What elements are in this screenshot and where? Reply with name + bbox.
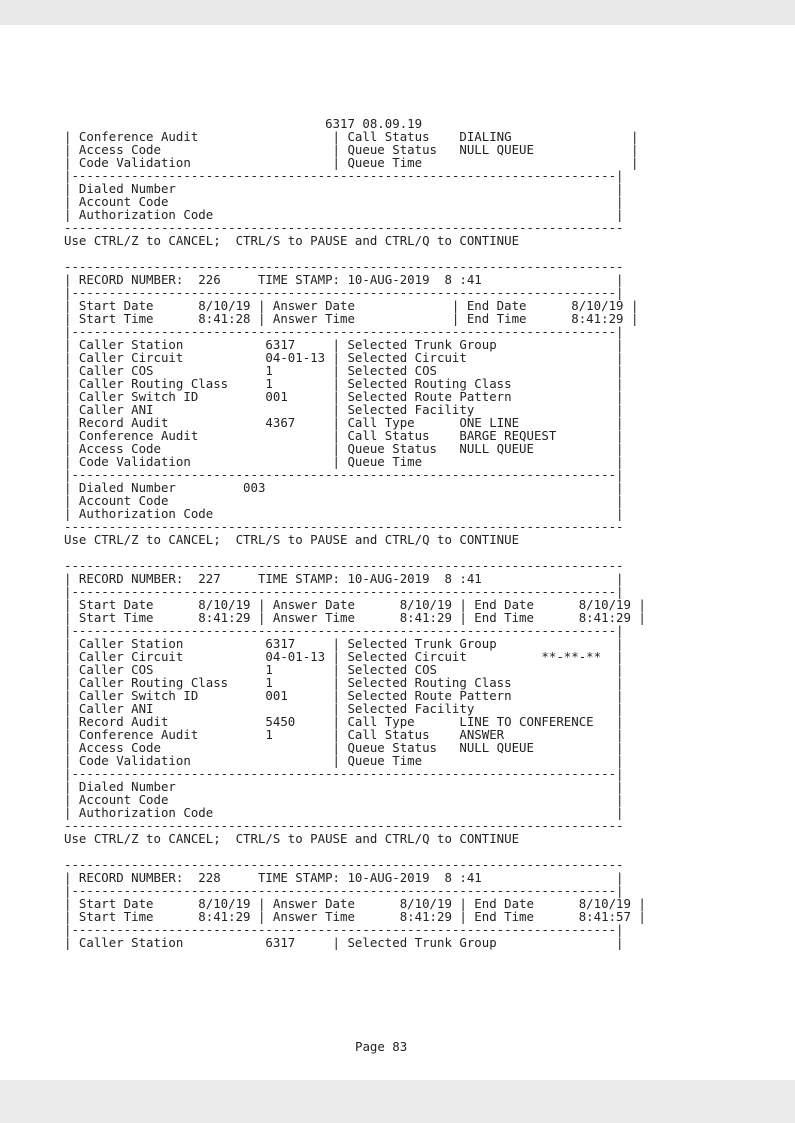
printout-line: --------------------------------------------------------------------------- (64, 220, 624, 235)
printout-line: | Code Validation | Queue Time | (64, 155, 639, 170)
printout-line: | Start Time 8:41:28 | Answer Time | End Time 8:41:29 | (64, 311, 639, 326)
printout-line: |-------------------------------------------------------------------------| (64, 623, 624, 638)
printout-line: |-------------------------------------------------------------------------| (64, 168, 624, 183)
printout-line: | Conference Audit | Call Status BARGE REQUEST | (64, 428, 624, 443)
printout-line: | Dialed Number | (64, 181, 624, 196)
printout-line: Use CTRL/Z to CANCEL; CTRL/S to PAUSE and CTRL/Q to CONTINUE (64, 233, 520, 248)
printout-line: | RECORD NUMBER: 228 TIME STAMP: 10-AUG-2019 8 :41 | (64, 870, 624, 885)
printout-line: |-------------------------------------------------------------------------| (64, 922, 624, 937)
scan-bottom-band (0, 1080, 795, 1123)
printout-line: |-------------------------------------------------------------------------| (64, 467, 624, 482)
printout-line: | Start Date 8/10/19 | Answer Date 8/10/19 | End Date 8/10/19 | (64, 597, 646, 612)
printout-line: | Caller COS 1 | Selected COS | (64, 363, 624, 378)
printout-line: | Conference Audit | Call Status DIALING | (64, 129, 639, 144)
printout-line: | Account Code | (64, 194, 624, 209)
printout-line: | Caller Station 6317 | Selected Trunk Group | (64, 337, 624, 352)
printout-line: --------------------------------------------------------------------------- (64, 857, 624, 872)
printout-line: | Authorization Code | (64, 506, 624, 521)
printout-line: | Caller Routing Class 1 | Selected Routing Class | (64, 675, 624, 690)
printout-line: |-------------------------------------------------------------------------| (64, 584, 624, 599)
printout-line: | Access Code | Queue Status NULL QUEUE | (64, 441, 624, 456)
printout-line: | Start Time 8:41:29 | Answer Time 8:41:29 | End Time 8:41:29 | (64, 610, 646, 625)
printout-line: Use CTRL/Z to CANCEL; CTRL/S to PAUSE and CTRL/Q to CONTINUE (64, 831, 520, 846)
printout-line: | Caller COS 1 | Selected COS | (64, 662, 624, 677)
printout-line: | Dialed Number 003 | (64, 480, 624, 495)
printout-line: | Start Time 8:41:29 | Answer Time 8:41:29 | End Time 8:41:57 | (64, 909, 646, 924)
printout-line: --------------------------------------------------------------------------- (64, 558, 624, 573)
printout-line: | Caller Circuit 04-01-13 | Selected Circuit **-**-** | (64, 649, 624, 664)
printout-line: | Code Validation | Queue Time | (64, 454, 624, 469)
printout-line: | Caller Switch ID 001 | Selected Route Pattern | (64, 389, 624, 404)
call-record-printout (64, 117, 646, 949)
printout-line: | Caller Switch ID 001 | Selected Route Pattern | (64, 688, 624, 703)
printout-line: | Caller Station 6317 | Selected Trunk Group | (64, 935, 624, 950)
printout-line: | Access Code | Queue Status NULL QUEUE | (64, 142, 639, 157)
printout-line: | RECORD NUMBER: 227 TIME STAMP: 10-AUG-2019 8 :41 | (64, 571, 624, 586)
printout-line: | Start Date 8/10/19 | Answer Date | End Date 8/10/19 | (64, 298, 639, 313)
printout-line: |-------------------------------------------------------------------------| (64, 883, 624, 898)
printout-line: | Code Validation | Queue Time | (64, 753, 624, 768)
printout-line: | RECORD NUMBER: 226 TIME STAMP: 10-AUG-2019 8 :41 | (64, 272, 624, 287)
scan-top-band (0, 0, 795, 25)
printout-line: |-------------------------------------------------------------------------| (64, 766, 624, 781)
page-number: Page 83 (355, 1039, 408, 1054)
printout-line: | Authorization Code | (64, 805, 624, 820)
printout-line: | Conference Audit 1 | Call Status ANSWER | (64, 727, 624, 742)
printout-line: | Access Code | Queue Status NULL QUEUE | (64, 740, 624, 755)
printout-line: | Caller Routing Class 1 | Selected Routing Class | (64, 376, 624, 391)
printout-line: | Caller ANI | Selected Facility | (64, 701, 624, 716)
printout-line: 6317 08.09.19 (64, 116, 423, 131)
printout-line: --------------------------------------------------------------------------- (64, 259, 624, 274)
printout-line: | Caller Circuit 04-01-13 | Selected Circuit | (64, 350, 624, 365)
printout-line: |-------------------------------------------------------------------------| (64, 285, 624, 300)
printout-line: | Authorization Code | (64, 207, 624, 222)
printout-line: | Record Audit 4367 | Call Type ONE LINE | (64, 415, 624, 430)
printout-line: Use CTRL/Z to CANCEL; CTRL/S to PAUSE and CTRL/Q to CONTINUE (64, 532, 520, 547)
printout-line: | Account Code | (64, 792, 624, 807)
printout-line: | Account Code | (64, 493, 624, 508)
printout-line: |-------------------------------------------------------------------------| (64, 324, 624, 339)
printout-line: --------------------------------------------------------------------------- (64, 818, 624, 833)
printout-line: | Record Audit 5450 | Call Type LINE TO CONFERENCE | (64, 714, 624, 729)
printout-line: | Caller ANI | Selected Facility | (64, 402, 624, 417)
printout-line: --------------------------------------------------------------------------- (64, 519, 624, 534)
printout-line: | Start Date 8/10/19 | Answer Date 8/10/19 | End Date 8/10/19 | (64, 896, 646, 911)
printout-line: | Dialed Number | (64, 779, 624, 794)
printout-line: | Caller Station 6317 | Selected Trunk Group | (64, 636, 624, 651)
